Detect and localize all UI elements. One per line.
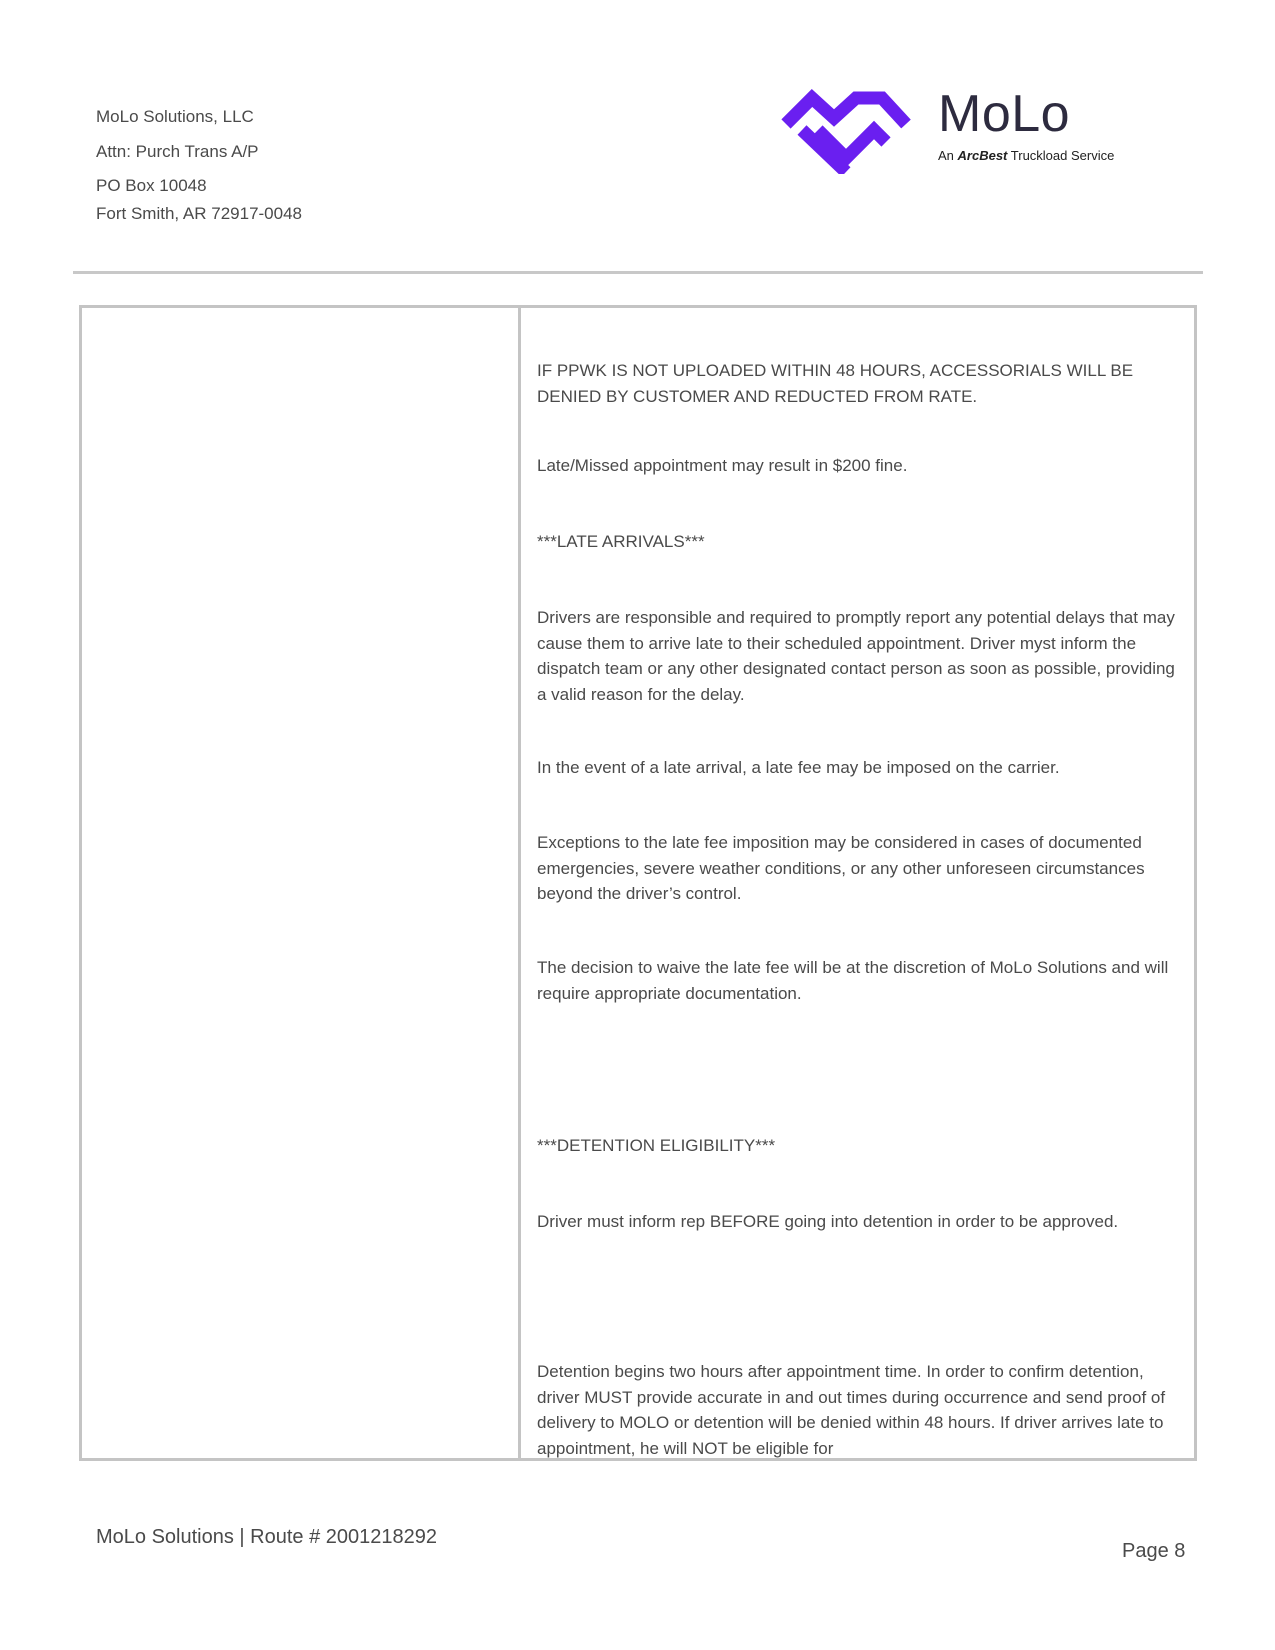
molo-wordmark: MoLo <box>938 85 1071 143</box>
address-line-company: MoLo Solutions, LLC <box>96 107 254 126</box>
footer-route: MoLo Solutions | Route # 2001218292 <box>96 1526 438 1548</box>
content-table <box>79 305 1197 1461</box>
molo-logo-mark-icon <box>778 84 916 174</box>
heading-late-arrivals: ***LATE ARRIVALS*** <box>537 532 705 551</box>
paragraph-detention-begins: Detention begins two hours after appointment time. In order to confirm detention, driver MUST provide accurate in and out times during occurrence and send proof of delivery to MOLO or detention will be denied within 48 hours. If driver arrives late to appointment, he will NOT be eligible for <box>537 1362 1166 1458</box>
tagline-suffix: Truckload Service <box>1010 148 1115 163</box>
molo-tagline <box>938 148 1114 163</box>
address-line-city: Fort Smith, AR 72917-0048 <box>96 204 303 223</box>
paragraph-ppwk: IF PPWK IS NOT UPLOADED WITHIN 48 HOURS, ACCESSORIALS WILL BE DENIED BY CUSTOMER AND REDUCTED FROM RATE. <box>537 361 1134 406</box>
paragraph-exceptions: Exceptions to the late fee imposition may be considered in cases of documented emergencies, severe weather conditions, or any other unforeseen circumstances beyond the driver’s control. <box>537 833 1145 903</box>
paragraph-late-missed: Late/Missed appointment may result in $200 fine. <box>537 456 908 475</box>
address-line-attn: Attn: Purch Trans A/P <box>96 142 259 161</box>
left-column <box>82 308 518 1458</box>
right-column <box>521 308 1194 1458</box>
heading-detention-eligibility: ***DETENTION ELIGIBILITY*** <box>537 1136 776 1155</box>
footer-page-number: Page 8 <box>1122 1540 1186 1562</box>
address-line-pobox: PO Box 10048 <box>96 176 207 195</box>
header-divider <box>73 271 1203 274</box>
paragraph-driver-responsibility: Drivers are responsible and required to promptly report any potential delays that may cause them to arrive late to their scheduled appointment. Driver myst inform the dispatch team or any other designated contact person as soon as possible, providing a valid reason for the delay. <box>537 608 1175 704</box>
tagline-prefix: An <box>938 148 954 163</box>
paragraph-inform-rep: Driver must inform rep BEFORE going into detention in order to be approved. <box>537 1212 1119 1231</box>
molo-logo <box>778 84 1158 176</box>
tagline-brand: ArcBest <box>957 148 1008 163</box>
paragraph-waive-decision: The decision to waive the late fee will be at the discretion of MoLo Solutions and will require appropriate documentation. <box>537 958 1169 1003</box>
paragraph-late-fee: In the event of a late arrival, a late fee may be imposed on the carrier. <box>537 758 1060 777</box>
